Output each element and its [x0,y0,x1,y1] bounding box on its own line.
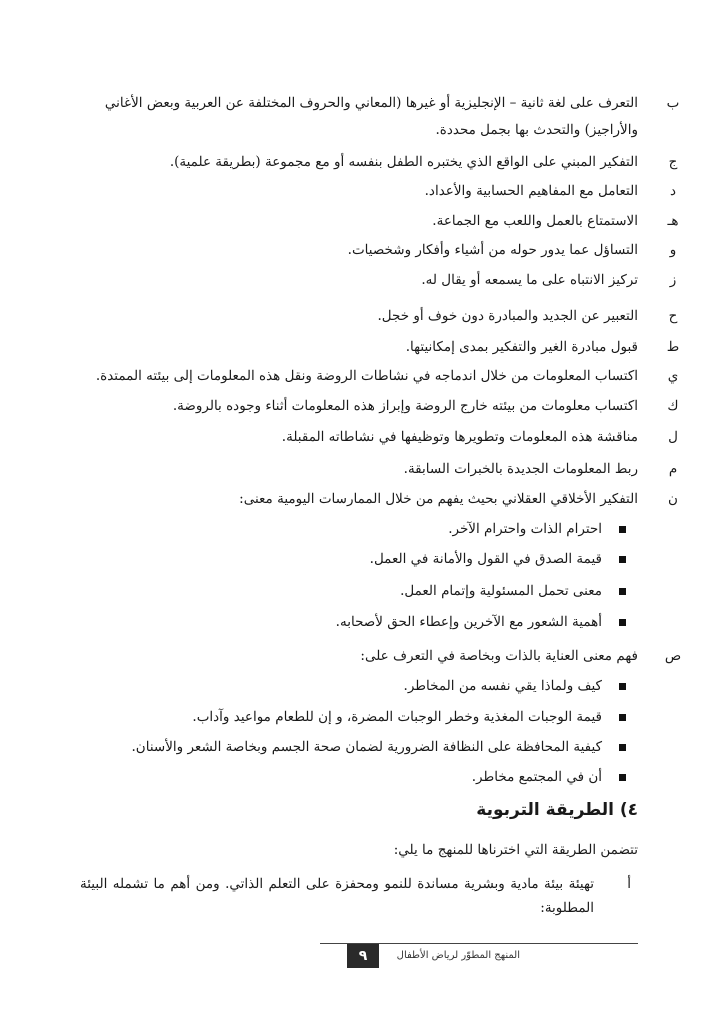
objective-item [80,240,677,260]
objective-item [80,181,676,201]
item-text: الاستمتاع بالعمل واللعب مع الجماعة. [432,213,638,229]
objective-item [80,152,678,172]
objective-item [80,366,679,386]
item-text-line-1: التعرف على لغة ثانية – الإنجليزية أو غيرها (المعاني والحروف المختلفة عن العربية وبعض الأغاني [104,95,638,111]
item-label: م [668,461,678,477]
bullet-text: أهمية الشعور مع الآخرين وإعطاء الحق لأصحابه. [335,614,602,630]
bullet-text: قيمة الوجبات المغذية وخطر الوجبات المضرة، و إن للطعام مواعيد وآداب. [192,709,602,725]
item-text-line-2: والأراجيز) والتحدث بها بجمل محددة. [435,122,638,138]
item-text: قبول مبادرة الغير والتفكير بمدى إمكانيتها. [405,339,638,355]
objective-item [80,489,678,509]
square-bullet-icon [619,526,626,533]
square-bullet-icon [619,556,626,563]
bullet-text: احترام الذات واحترام الآخر. [448,521,602,537]
item-label: ك [667,398,679,414]
objective-item [80,93,680,113]
item-text: تركيز الانتباه على ما يسمعه أو يقال له. [421,272,638,288]
bullet-item [80,519,638,539]
objective-item [80,211,679,231]
item-text: فهم معنى العناية بالذات وبخاصة في التعرف على: [360,648,638,664]
bullet-item [80,612,638,632]
item-text: مناقشة هذه المعلومات وتطويرها وتوظيفها في نشاطاته المقبلة. [281,429,638,445]
bullet-text: أن في المجتمع مخاطر. [471,769,602,785]
objective-item [80,270,677,290]
item-label: ن [668,491,678,507]
item-text: اكتساب المعلومات من خلال اندماجه في نشاطات الروضة ونقل هذه المعلومات إلى بيئته الممتدة. [95,368,638,384]
square-bullet-icon [619,619,626,626]
objective-item-continued [80,120,638,140]
item-label: ح [668,308,678,324]
page-number: ٩ [347,944,379,968]
square-bullet-icon [619,744,626,751]
item-text: التساؤل عما يدور حوله من أشياء وأفكار وشخصيات. [347,242,638,258]
item-label: ي [667,368,679,384]
bullet-item [80,737,638,757]
item-label: هـ [667,213,679,229]
objective-item [80,646,682,666]
square-bullet-icon [619,774,626,781]
square-bullet-icon [619,683,626,690]
bullet-item [80,581,638,601]
footer-title: المنهج المطوّر لرياض الأطفال [396,950,520,961]
objective-item [80,396,679,416]
bullet-item [80,549,638,569]
bullet-text: كيف ولماذا يقي نفسه من المخاطر. [403,678,602,694]
square-bullet-icon [619,588,626,595]
paragraph-text: تهيئة بيئة مادية وبشرية مساندة للنمو ومحفزة على التعلم الذاتي. ومن أهم ما تشمله البيئة المطلوبة: [80,876,594,916]
bullet-text: كيفية المحافظة على النظافة الضرورية لضمان صحة الجسم وبخاصة الشعر والأسنان. [131,739,602,755]
objective-item [80,337,680,357]
item-label: ص [664,648,682,664]
bullet-item [80,767,638,787]
bullet-item [80,707,638,727]
item-text: اكتساب معلومات من بيئته خارج الروضة وإبراز هذه المعلومات أثناء وجوده بالروضة. [172,398,638,414]
item-text: التفكير الأخلاقي العقلاني بحيث يفهم من خلال الممارسات اليومية معنى: [239,491,638,507]
bullet-text: معنى تحمل المسئولية وإتمام العمل. [400,583,602,599]
item-label: د [669,183,676,199]
item-text: التفكير المبني على الواقع الذي يختبره الطفل بنفسه أو مع مجموعة (بطريقة علمية). [169,154,638,170]
bullet-item [80,676,638,696]
square-bullet-icon [619,714,626,721]
item-label: و [669,242,677,258]
item-text: التعامل مع المفاهيم الحسابية والأعداد. [424,183,638,199]
bullet-text: قيمة الصدق في القول والأمانة في العمل. [369,551,602,567]
objective-item [80,459,678,479]
section-heading: ٤) الطريقة التربوية [476,800,638,820]
item-label: ز [669,272,677,288]
item-label: ل [668,429,678,445]
objective-item [80,427,678,447]
section-intro: تتضمن الطريقة التي اخترناها للمنهج ما يلي: [393,842,638,858]
item-text: التعبير عن الجديد والمبادرة دون خوف أو خجل. [377,308,638,324]
item-text: ربط المعلومات الجديدة بالخبرات السابقة. [403,461,638,477]
paragraph-label: أ [627,876,631,892]
item-label: ج [668,154,678,170]
item-label: ب [666,95,680,111]
item-label: ط [666,339,680,355]
objective-item [80,306,678,326]
